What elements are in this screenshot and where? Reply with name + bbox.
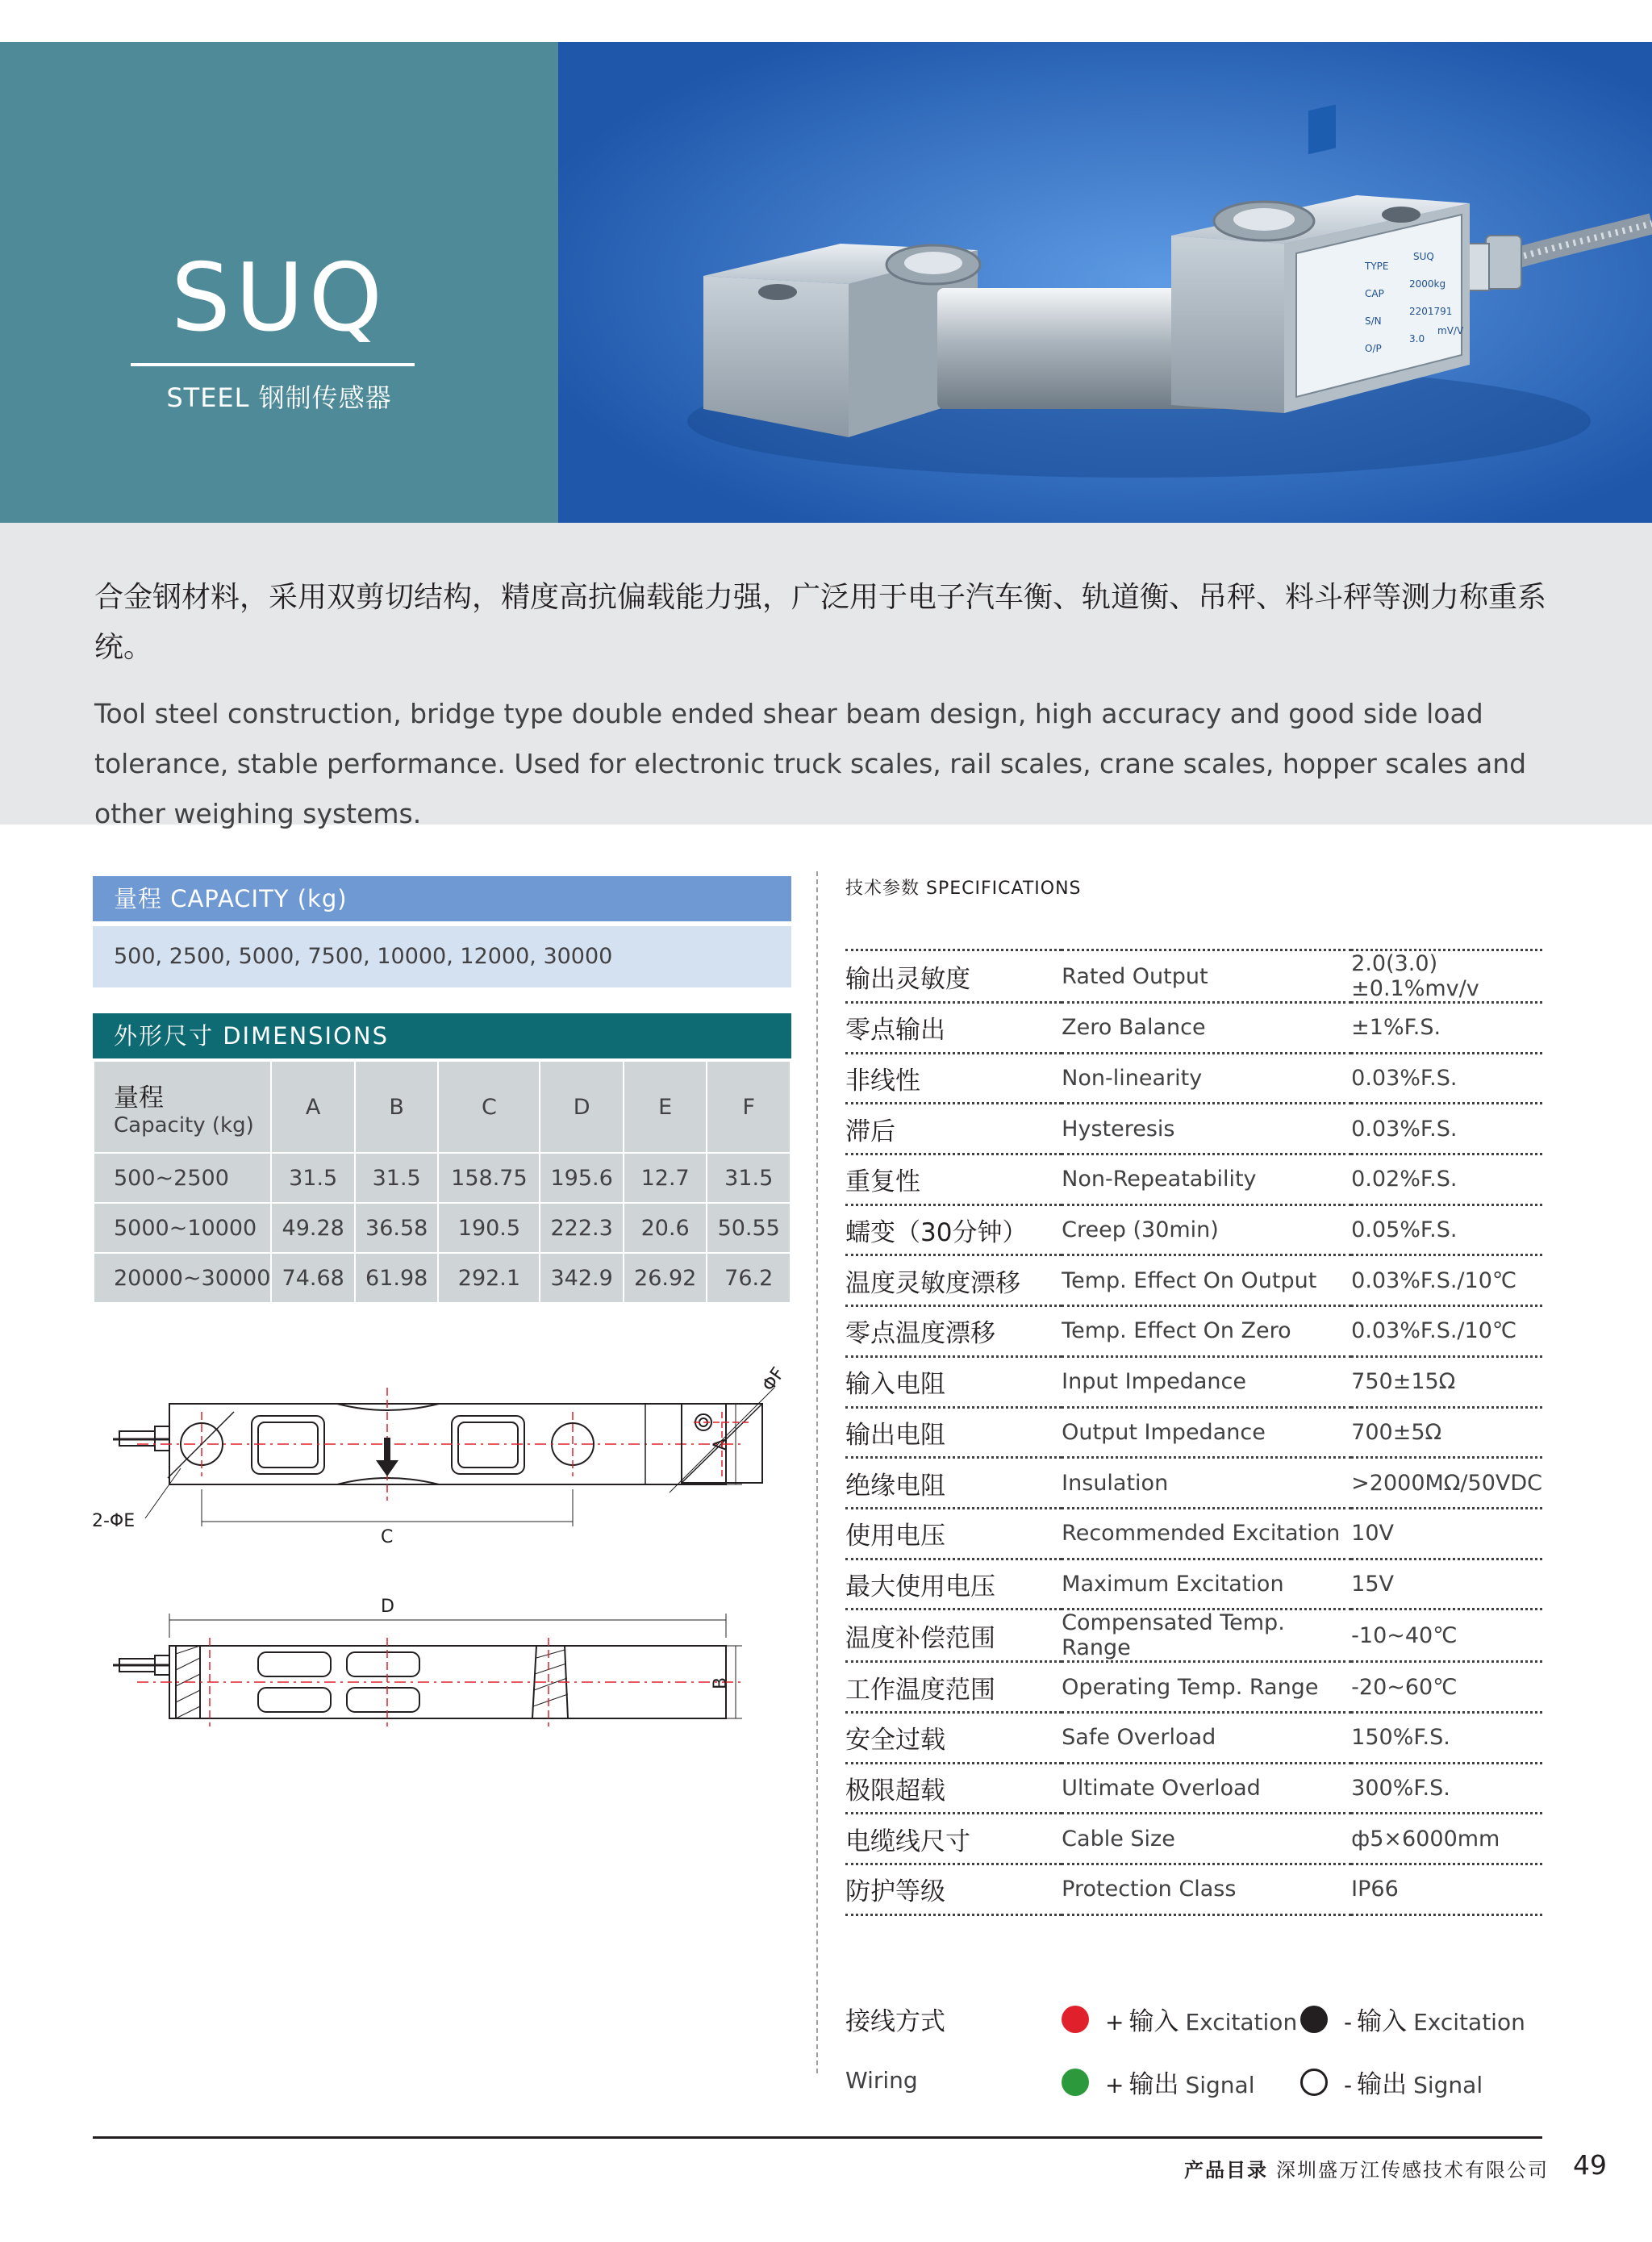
- cell-f: 76.2: [707, 1253, 791, 1303]
- spec-value: IP66: [1351, 1877, 1399, 1902]
- cell-c: 292.1: [438, 1253, 540, 1303]
- column-divider: [816, 871, 818, 2073]
- dimension-drawing: [81, 1339, 807, 1759]
- spec-name-en: Non-linearity: [1062, 1066, 1203, 1092]
- wire-cn: 输入: [1357, 2007, 1408, 2036]
- wire-cn: 输出: [1357, 2070, 1408, 2099]
- dim-label-d: D: [381, 1597, 394, 1617]
- row-capacity: 20000~30000: [94, 1253, 271, 1303]
- spec-row: [845, 1609, 1542, 1662]
- cell-d: 222.3: [540, 1203, 624, 1253]
- wire-en: Signal: [1413, 2072, 1483, 2098]
- capacity-header-en: Capacity (kg): [114, 1113, 254, 1138]
- wire-en: Excitation: [1413, 2009, 1525, 2035]
- spec-name-cn: 防护等级: [845, 1877, 945, 1907]
- plate-type-key: TYPE: [1365, 261, 1389, 272]
- capacity-column-header: [94, 1061, 271, 1153]
- column-header-f: F: [707, 1061, 791, 1153]
- spec-name-cn: 输出电阻: [845, 1420, 945, 1450]
- plate-sn-value: 2201791: [1409, 306, 1453, 317]
- spec-name-cn: 输入电阻: [845, 1370, 945, 1400]
- spec-name-en: Rated Output: [1062, 963, 1208, 989]
- wire-sign: -: [1344, 2009, 1353, 2035]
- spec-row: [845, 1154, 1542, 1205]
- spec-value: 750±15Ω: [1351, 1369, 1456, 1395]
- spec-name-cn: 蠕变（30分钟）: [845, 1218, 1028, 1248]
- cell-e: 26.92: [624, 1253, 707, 1303]
- black-wire-dot-icon: [1300, 2006, 1328, 2033]
- specifications-heading: 技术参数 SPECIFICATIONS: [845, 879, 1082, 899]
- green-wire-dot-icon: [1062, 2069, 1089, 2096]
- footer-credit: [1162, 2154, 1549, 2182]
- title-panel: [0, 42, 558, 523]
- plate-type-value: SUQ: [1413, 251, 1434, 262]
- spec-value: ±1%F.S.: [1351, 1015, 1441, 1041]
- wiring-label-cn: 接线方式: [845, 2007, 945, 2036]
- title-divider: [131, 363, 415, 366]
- spec-name-en: Input Impedance: [1062, 1369, 1246, 1395]
- spec-value: 150%F.S.: [1351, 1725, 1450, 1751]
- spec-name-en: Temp. Effect On Output: [1062, 1267, 1317, 1293]
- spec-name-cn: 零点输出: [845, 1016, 945, 1046]
- spec-name-en: Temp. Effect On Zero: [1062, 1318, 1291, 1344]
- plate-cap-key: CAP: [1365, 288, 1384, 299]
- table-row: [94, 1253, 791, 1303]
- wire-sign: +: [1105, 2009, 1124, 2035]
- red-wire-dot-icon: [1062, 2006, 1089, 2033]
- cell-a: 31.5: [271, 1153, 355, 1203]
- spec-name-cn: 极限超载: [845, 1776, 945, 1806]
- cell-f: 31.5: [707, 1153, 791, 1203]
- spec-row: [845, 1763, 1542, 1814]
- wire-signal-positive: [1062, 2064, 1254, 2100]
- column-header-b: B: [355, 1061, 439, 1153]
- cell-b: 31.5: [355, 1153, 439, 1203]
- front-view: [113, 1597, 742, 1726]
- capacity-heading: 量程 CAPACITY (kg): [93, 876, 791, 921]
- spec-name-cn: 绝缘电阻: [845, 1471, 945, 1501]
- capacity-header-cn: 量程: [114, 1083, 164, 1113]
- cell-b: 61.98: [355, 1253, 439, 1303]
- spec-row: [845, 1104, 1542, 1154]
- dim-label-c: C: [381, 1527, 394, 1547]
- row-capacity: 500~2500: [94, 1153, 271, 1203]
- wire-en: Signal: [1185, 2072, 1255, 2098]
- dimensions-header-row: [94, 1061, 791, 1153]
- spec-row: [845, 1407, 1542, 1458]
- cell-a: 49.28: [271, 1203, 355, 1253]
- wire-excitation-negative: [1300, 2001, 1525, 2037]
- spec-name-en: Maximum Excitation: [1062, 1571, 1284, 1597]
- spec-row: [845, 1508, 1542, 1559]
- spec-row: [845, 1356, 1542, 1407]
- cell-e: 20.6: [624, 1203, 707, 1253]
- description-chinese: 合金钢材料，采用双剪切结构，精度高抗偏载能力强，广泛用于电子汽车衡、轨道衡、吊秤、料斗秤等测力称重系统。: [94, 581, 1547, 664]
- wire-sign: +: [1105, 2072, 1124, 2098]
- spec-row: [845, 1559, 1542, 1609]
- end-view: [670, 1364, 789, 1493]
- product-title: SUQ: [171, 244, 387, 353]
- spec-value: 0.03%F.S.: [1351, 1066, 1458, 1092]
- spec-name-en: Safe Overload: [1062, 1725, 1216, 1751]
- cell-b: 36.58: [355, 1203, 439, 1253]
- spec-value: 2.0(3.0)±0.1%mv/v: [1351, 951, 1479, 1001]
- cell-a: 74.68: [271, 1253, 355, 1303]
- spec-row: [845, 1712, 1542, 1763]
- column-header-c: C: [438, 1061, 540, 1153]
- footer-rule: [93, 2136, 1542, 2139]
- spec-value: 0.03%F.S./10℃: [1351, 1267, 1517, 1293]
- table-row: [94, 1203, 791, 1253]
- spec-name-cn: 输出灵敏度: [845, 964, 970, 994]
- spec-name-cn: 安全过载: [845, 1726, 945, 1756]
- spec-name-en: Insulation: [1062, 1470, 1169, 1496]
- spec-name-cn: 重复性: [845, 1167, 920, 1197]
- dim-label-a: A: [711, 1438, 731, 1451]
- spec-value: >2000MΩ/50VDC: [1351, 1470, 1542, 1496]
- spec-name-en: Recommended Excitation: [1062, 1521, 1341, 1547]
- spec-value: 700±5Ω: [1351, 1419, 1442, 1445]
- column-header-e: E: [624, 1061, 707, 1153]
- spec-row: [845, 1864, 1542, 1915]
- cell-e: 12.7: [624, 1153, 707, 1203]
- spec-name-en: Protection Class: [1062, 1877, 1237, 1902]
- spec-name-cn: 电缆线尺寸: [845, 1827, 970, 1856]
- capacity-values: 500, 2500, 5000, 7500, 10000, 12000, 30000: [93, 926, 791, 987]
- spec-name-cn: 使用电压: [845, 1522, 945, 1551]
- spec-row: [845, 1814, 1542, 1864]
- wire-excitation-positive: [1062, 2001, 1297, 2037]
- spec-name-cn: 滞后: [845, 1117, 895, 1146]
- cell-c: 158.75: [438, 1153, 540, 1203]
- wire-sign: -: [1344, 2072, 1353, 2098]
- dimensions-heading: 外形尺寸 DIMENSIONS: [93, 1013, 791, 1058]
- column-header-a: A: [271, 1061, 355, 1153]
- spec-row: [845, 1053, 1542, 1104]
- cell-f: 50.55: [707, 1203, 791, 1253]
- spec-name-en: Compensated Temp. Range: [1062, 1610, 1285, 1661]
- spec-value: -10~40℃: [1351, 1622, 1458, 1648]
- spec-value: 300%F.S.: [1351, 1775, 1450, 1801]
- spec-name-cn: 非线性: [845, 1067, 920, 1096]
- spec-name-en: Operating Temp. Range: [1062, 1674, 1319, 1700]
- spec-row: [845, 1205, 1542, 1255]
- description-band: [0, 523, 1652, 829]
- spec-value: 0.02%F.S.: [1351, 1167, 1458, 1192]
- spec-name-en: Cable Size: [1062, 1826, 1175, 1852]
- spec-name-cn: 零点温度漂移: [845, 1319, 995, 1349]
- plate-cap-value: 2000kg: [1409, 278, 1446, 290]
- dim-label-diameter: ΦF: [758, 1363, 790, 1396]
- spec-name-cn: 温度灵敏度漂移: [845, 1268, 1020, 1298]
- spec-row: [845, 1306, 1542, 1357]
- wire-signal-negative: [1300, 2064, 1483, 2100]
- table-row: [94, 1153, 791, 1203]
- row-capacity: 5000~10000: [94, 1203, 271, 1253]
- spec-name-en: Output Impedance: [1062, 1419, 1266, 1445]
- spec-value: 0.03%F.S.: [1351, 1116, 1458, 1142]
- spec-name-en: Zero Balance: [1062, 1015, 1206, 1041]
- description-english: Tool steel construction, bridge type double ended shear beam design, high accuracy and good side load tolerance, stable performance. Used for electronic truck scales, rail scales, crane scales, hopper scales and other weighing systems.: [94, 698, 1527, 829]
- spec-name-cn: 工作温度范围: [845, 1675, 995, 1705]
- wire-en: Excitation: [1185, 2009, 1298, 2035]
- load-cell-illustration: [558, 42, 1652, 523]
- page-number: 49: [1573, 2149, 1607, 2181]
- specifications-table: [845, 949, 1542, 1916]
- spec-row: [845, 1662, 1542, 1713]
- plate-op-key: O/P: [1365, 343, 1382, 354]
- top-view: [92, 1388, 742, 1547]
- spec-name-en: Ultimate Overload: [1062, 1775, 1261, 1801]
- column-header-d: D: [540, 1061, 624, 1153]
- footer-company: 深圳盛万江传感技术有限公司: [1276, 2159, 1549, 2181]
- spec-name-en: Hysteresis: [1062, 1116, 1175, 1142]
- spec-name-cn: 最大使用电压: [845, 1572, 995, 1601]
- spec-value: 0.03%F.S./10℃: [1351, 1318, 1517, 1344]
- dimensions-table: [93, 1060, 791, 1304]
- spec-name-cn: 温度补偿范围: [845, 1623, 995, 1653]
- spec-value: 15V: [1351, 1571, 1394, 1597]
- cell-d: 195.6: [540, 1153, 624, 1203]
- plate-sn-key: S/N: [1365, 315, 1382, 327]
- wire-cn: 输出: [1128, 2070, 1179, 2099]
- plate-op-unit: mV/V: [1437, 325, 1464, 336]
- spec-row: [845, 1255, 1542, 1306]
- product-subtitle: STEEL 钢制传感器: [166, 382, 392, 413]
- spec-name-en: Non-Repeatability: [1062, 1167, 1257, 1192]
- dim-label-hole: 2-ΦE: [92, 1511, 136, 1531]
- cell-d: 342.9: [540, 1253, 624, 1303]
- white-wire-dot-icon: [1300, 2069, 1328, 2096]
- spec-value: 0.05%F.S.: [1351, 1217, 1458, 1243]
- footer-catalog: 产品目录: [1184, 2159, 1268, 2181]
- spec-value: -20~60℃: [1351, 1674, 1458, 1700]
- spec-row: [845, 1458, 1542, 1509]
- spec-row: [845, 1003, 1542, 1054]
- wiring-label-en: Wiring: [845, 2067, 918, 2094]
- wire-cn: 输入: [1128, 2007, 1179, 2036]
- spec-name-en: Creep (30min): [1062, 1217, 1219, 1243]
- product-photo: [558, 42, 1652, 523]
- dim-label-b: B: [711, 1676, 731, 1689]
- cell-c: 190.5: [438, 1203, 540, 1253]
- spec-value: ф5×6000mm: [1351, 1826, 1500, 1852]
- plate-op-value: 3.0: [1409, 333, 1425, 344]
- spec-row: [845, 950, 1542, 1003]
- spec-value: 10V: [1351, 1521, 1394, 1547]
